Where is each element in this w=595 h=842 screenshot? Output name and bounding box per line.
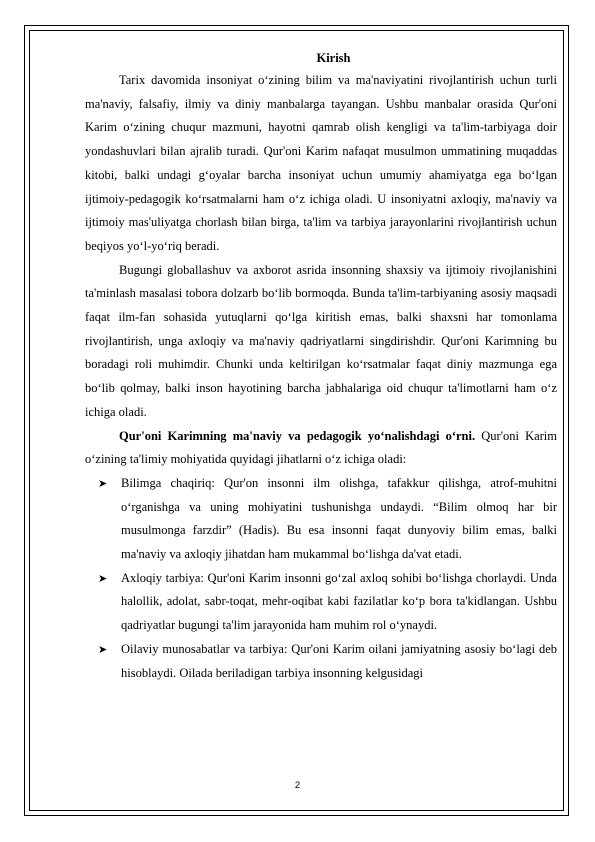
list-item-text: Bilimga chaqiriq: Qur'on insonni ilm olishga, tafakkur qilishga, atrof-muhitni o‘rganishga va uning mohiyatini tushunishga undaydi. “Bilim olmoq har bir musulmonga farzdir” (Hadis). Bu esa insonni faqat dunyoviy bilim emas, balki ma'naviy va axloqiy jihatdan ham mukammal bo‘lishga da'vat etadi. xyxy=(121,475,557,562)
list-item xyxy=(85,567,557,638)
document-body xyxy=(85,47,557,685)
aspects-list xyxy=(85,472,557,685)
list-item xyxy=(85,638,557,685)
arrow-right-icon: ➤ xyxy=(98,476,108,490)
list-item xyxy=(85,472,557,567)
paragraph-globalization: Bugungi globallashuv va axborot asrida insonning shaxsiy va ijtimoiy rivojlanishini ta'minlash masalasi tobora dolzarb bo‘lib bormoqda. Bunda ta'lim-tarbiyaning asosiy maqsadi faqat ilm-fan sohasida yutuqlarni qo‘lga kiritish emas, balki shaxsni har tomonlama rivojlantirish, unga axloqiy va ma'naviy qadriyatlarni singdirishdir. Qur'oni Karimning bu boradagi roli muhimdir. Chunki unda keltirilgan ko‘rsatmalar faqat diniy mazmunga ega bo‘lib qolmay, balki inson hayotining barcha jabhalariga oid chuqur ta'limotlarni ham o‘z ichiga oladi. xyxy=(85,262,557,419)
list-item-text: Axloqiy tarbiya: Qur'oni Karim insonni go‘zal axloq sohibi bo‘lishga chorlaydi. Unda halollik, adolat, sabr-toqat, mehr-oqibat kabi fazilatlar ko‘p bora ta'kidlangan. Ushbu qadriyatlar bugungi ta'lim jarayonida ham muhim rol o‘ynaydi. xyxy=(121,570,557,633)
arrow-right-icon: ➤ xyxy=(98,642,108,656)
arrow-right-icon: ➤ xyxy=(98,571,108,585)
page-number: 2 xyxy=(294,780,301,791)
page-title: Kirish xyxy=(316,51,351,65)
list-item-text: Oilaviy munosabatlar va tarbiya: Qur'oni Karim oilani jamiyatning asosiy bo‘lagi deb hisoblaydi. Oilada beriladigan tarbiya insonning kelgusidagi xyxy=(121,641,557,680)
paragraph-intro: Tarix davomida insoniyat o‘zining bilim va ma'naviyatini rivojlantirish uchun turli ma'naviy, falsafiy, ilmiy va diniy manbalarga tayangan. Ushbu manbalar orasida Qur'oni Karim o‘zining chuqur mazmuni, hayotni qamrab olish kengligi va ta'lim-tarbiyaga doir yondashuvlari bilan ajralib turadi. Qur'oni Karim nafaqat musulmon ummatining muqaddas kitobi, balki undagi g‘oyalar barcha insoniyat uchun umumiy ahamiyatga ega bo‘lgan ijtimoiy-pedagogik ko‘rsatmalarni ham o‘z ichiga oladi. U insoniyatni axloqiy, ma'naviy va ijtimoiy mas'uliyatga chorlash bilan birga, ta'lim va tarbiya jarayonlarini rivojlantirish uchun beqiyos yo‘l-yo‘riq beradi. xyxy=(85,73,557,253)
lead-heading: Qur'oni Karimning ma'naviy va pedagogik yo‘nalishdagi o‘rni. xyxy=(119,428,476,443)
paragraph-lead xyxy=(85,425,557,472)
lead-text: Qur'oni Karim o‘zining ta'limiy mohiyatida quyidagi jihatlarni o‘z ichiga oladi: xyxy=(85,428,558,467)
